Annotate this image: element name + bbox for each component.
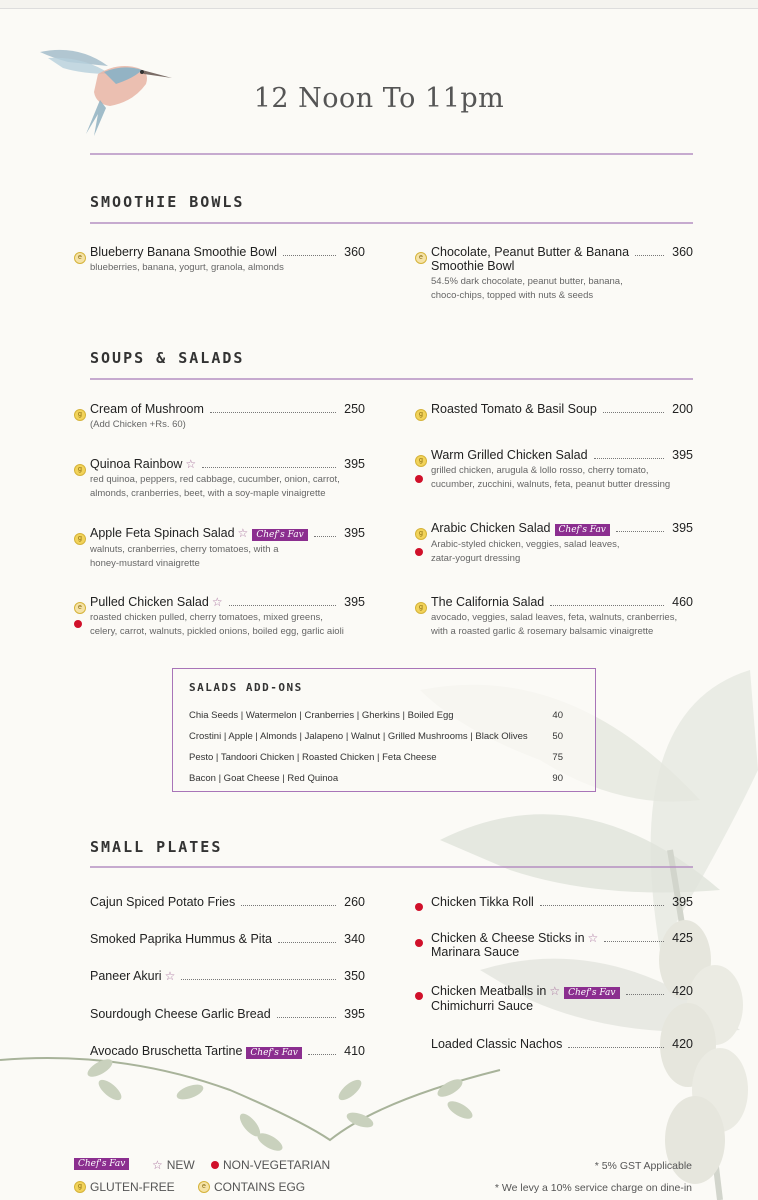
gst-note: * 5% GST Applicable	[594, 1160, 692, 1172]
star-icon: ☆	[549, 984, 561, 998]
egg-icon: e	[198, 1181, 210, 1193]
chefs-fav-badge: Chef's Fav	[564, 987, 619, 999]
gluten-free-icon: g	[74, 1181, 86, 1193]
menu-item-blueberry-bowl: e Blueberry Banana Smoothie Bowl 360 blueberries, banana, yogurt, granola, almonds	[90, 245, 365, 275]
non-veg-icon	[74, 615, 82, 633]
title-divider	[90, 153, 693, 155]
chefs-fav-badge: Chef's Fav	[555, 524, 610, 536]
legend-chefs-fav: Chef's Fav	[74, 1158, 129, 1170]
section-title-small-plates: SMALL PLATES	[90, 838, 223, 856]
addon-row: Pesto | Tandoori Chicken | Roasted Chicken | Feta Cheese 75	[189, 752, 563, 763]
menu-item-arabic-chicken-salad: g Arabic Chicken Salad Chef's Fav 395 Arabic-styled chicken, veggies, salad leaves, zatar-yogurt dressing	[431, 521, 693, 566]
gluten-free-icon: g	[74, 527, 86, 545]
section-title-smoothie: SMOOTHIE BOWLS	[90, 193, 245, 211]
menu-item-avocado-bruschetta: Avocado Bruschetta Tartine Chef's Fav 410	[90, 1044, 365, 1058]
top-edge	[0, 0, 758, 9]
chefs-fav-badge: Chef's Fav	[252, 529, 307, 541]
menu-item-sourdough-bread: Sourdough Cheese Garlic Bread 395	[90, 1007, 365, 1021]
menu-item-paneer-akuri: Paneer Akuri ☆ 350	[90, 969, 365, 983]
non-veg-icon	[415, 987, 423, 1005]
gluten-free-icon: g	[415, 596, 427, 614]
menu-item-tomato-basil-soup: g Roasted Tomato & Basil Soup 200	[431, 402, 693, 416]
gluten-free-icon: g	[415, 403, 427, 421]
legend-contains-egg: e CONTAINS EGG	[198, 1180, 305, 1194]
non-veg-icon	[415, 470, 423, 488]
gluten-free-icon: g	[415, 522, 427, 540]
legend-new: ☆ NEW	[152, 1158, 195, 1172]
addon-row: Bacon | Goat Cheese | Red Quinoa 90	[189, 773, 563, 784]
section-divider	[90, 866, 693, 868]
menu-item-pulled-chicken-salad: e Pulled Chicken Salad ☆ 395 roasted chicken pulled, cherry tomatoes, mixed greens, celery, carrot, walnuts, pickled onions, boiled egg, garlic aioli	[90, 595, 365, 639]
menu-item-paprika-hummus: Smoked Paprika Hummus & Pita 340	[90, 932, 365, 946]
gluten-free-icon: g	[74, 403, 86, 421]
star-icon: ☆	[152, 1158, 163, 1172]
menu-item-chocolate-bowl: e Chocolate, Peanut Butter & Banana 360 Smoothie Bowl 54.5% dark chocolate, peanut butter, banana, choco-chips, topped with nuts & seeds	[431, 245, 693, 303]
chefs-fav-badge: Chef's Fav	[246, 1047, 301, 1059]
gluten-free-icon: g	[74, 458, 86, 476]
addon-row: Crostini | Apple | Almonds | Jalapeno | Walnut | Grilled Mushrooms | Black Olives 50	[189, 731, 563, 742]
page-title: 12 Noon To 11pm	[253, 83, 505, 114]
section-title-soups: SOUPS & SALADS	[90, 349, 245, 367]
menu-item-chicken-tikka-roll: Chicken Tikka Roll 395	[431, 895, 693, 909]
addons-title: SALADS ADD-ONS	[189, 681, 303, 694]
non-veg-icon	[415, 898, 423, 916]
egg-icon: e	[74, 246, 86, 264]
gluten-free-icon: g	[415, 449, 427, 467]
menu-item-chicken-meatballs: Chicken Meatballs in ☆ Chef's Fav 420 Chimichurri Sauce	[431, 984, 693, 1013]
menu-item-cajun-fries: Cajun Spiced Potato Fries 260	[90, 895, 365, 909]
star-icon: ☆	[211, 595, 223, 609]
service-charge-note: * We levy a 10% service charge on dine-in	[494, 1182, 692, 1194]
legend-non-veg: NON-VEGETARIAN	[211, 1158, 330, 1172]
non-veg-icon	[415, 543, 423, 561]
menu-item-chicken-cheese-sticks: Chicken & Cheese Sticks in ☆ 425 Marinara Sauce	[431, 931, 693, 959]
egg-icon: e	[415, 246, 427, 264]
legend-gluten-free: g GLUTEN-FREE	[74, 1180, 175, 1194]
star-icon: ☆	[587, 931, 599, 945]
non-veg-icon	[415, 934, 423, 952]
menu-item-cream-mushroom: g Cream of Mushroom 250 (Add Chicken +Rs. 60)	[90, 402, 365, 432]
non-veg-icon	[211, 1161, 219, 1169]
menu-item-warm-grilled-chicken: g Warm Grilled Chicken Salad 395 grilled chicken, arugula & lollo rosso, cherry tomato, cucumber, zucchini, walnuts, feta, peanut butter dressing	[431, 448, 693, 492]
salad-addons-box	[172, 668, 596, 792]
addon-row: Chia Seeds | Watermelon | Cranberries | Gherkins | Boiled Egg 40	[189, 710, 563, 721]
section-divider	[90, 378, 693, 380]
star-icon: ☆	[185, 457, 197, 471]
menu-item-quinoa-rainbow: g Quinoa Rainbow ☆ 395 red quinoa, peppers, red cabbage, cucumber, onion, carrot, almonds, cranberries, beet, with a soy-maple vinaigrette	[90, 457, 365, 501]
section-divider	[90, 222, 693, 224]
menu-item-loaded-nachos: Loaded Classic Nachos 420	[431, 1037, 693, 1051]
menu-item-apple-feta-salad: g Apple Feta Spinach Salad ☆ Chef's Fav 395 walnuts, cranberries, cherry tomatoes, with a honey-mustard vinaigrette	[90, 526, 365, 571]
egg-icon: e	[74, 596, 86, 614]
menu-item-california-salad: g The California Salad 460 avocado, veggies, salad leaves, feta, walnuts, cranberries, with a roasted garlic & rosemary balsamic vinaigrette	[431, 595, 693, 639]
star-icon: ☆	[164, 969, 176, 983]
star-icon: ☆	[237, 526, 249, 540]
